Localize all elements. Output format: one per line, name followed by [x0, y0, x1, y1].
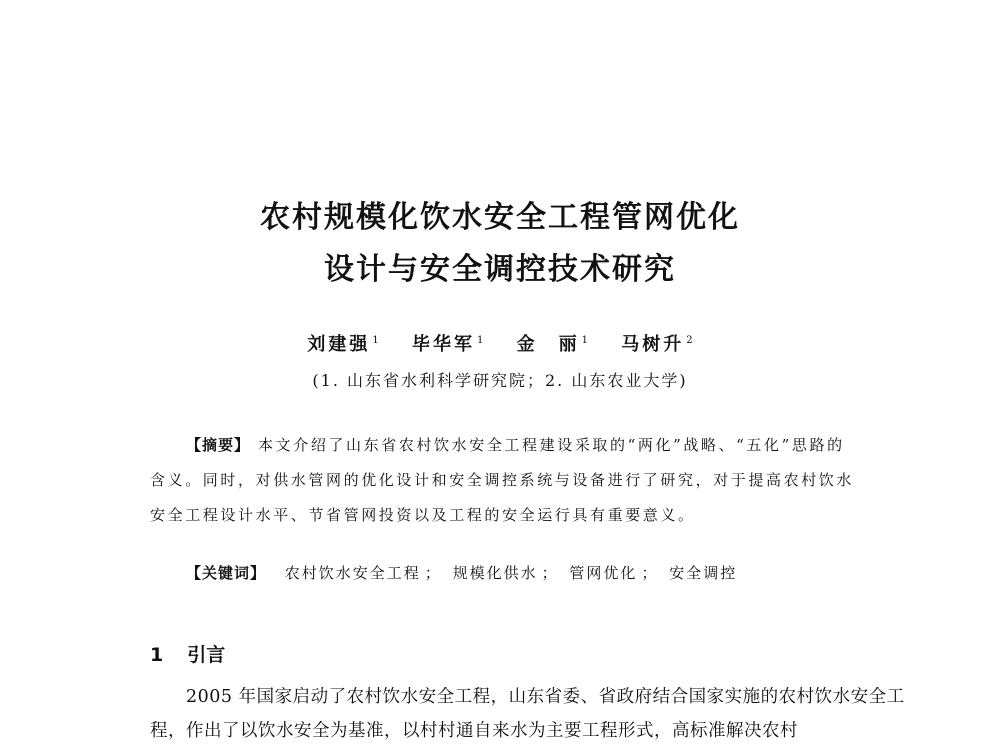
abstract-label: 【摘要】	[186, 436, 251, 454]
paper-title-line-2: 设计与安全调控技术研究	[324, 252, 676, 287]
author: 刘建强 $^1$	[307, 334, 379, 355]
paper-title-line-1: 农村规模化饮水安全工程管网优化	[260, 200, 740, 235]
keyword: 农村饮水安全工程	[284, 564, 421, 582]
keyword-separator: ；	[541, 564, 559, 582]
keyword-separator: ；	[424, 564, 442, 582]
keyword-separator: ；	[641, 564, 659, 582]
keyword: 管网优化	[569, 564, 638, 582]
keywords-label: 【关键词】	[186, 564, 267, 582]
section-title: 引言	[187, 644, 226, 666]
affiliations: (1. 山东省水利科学研究院；2. 山东农业大学)	[312, 371, 688, 390]
section-number: 1	[150, 644, 164, 666]
abstract	[150, 428, 860, 533]
author: 马树升 $^2$	[621, 334, 693, 355]
abstract-text: 本文介绍了山东省农村饮水安全工程建设采取的“两化”战略、“五化”思路的含义。同时，对供水管网的优化设计和安全调控系统与设备进行了研究，对于提高农村饮水安全工程设计水平、节省管网投资以及工程的安全运行具有重要意义。	[150, 436, 855, 524]
keyword: 规模化供水	[452, 564, 538, 582]
body-paragraph: 2005 年国家启动了农村饮水安全工程，山东省委、省政府结合国家实施的农村饮水安全工程，作出了以饮水安全为基准，以村村通自来水为主要工程形式，高标准解决农村	[150, 687, 905, 741]
section-heading	[150, 640, 225, 667]
keywords	[186, 562, 737, 583]
author: 金 丽 $^1$	[516, 334, 589, 355]
author: 毕华军 $^1$	[411, 334, 484, 355]
author-list	[0, 330, 1000, 356]
keyword: 安全调控	[669, 564, 738, 582]
